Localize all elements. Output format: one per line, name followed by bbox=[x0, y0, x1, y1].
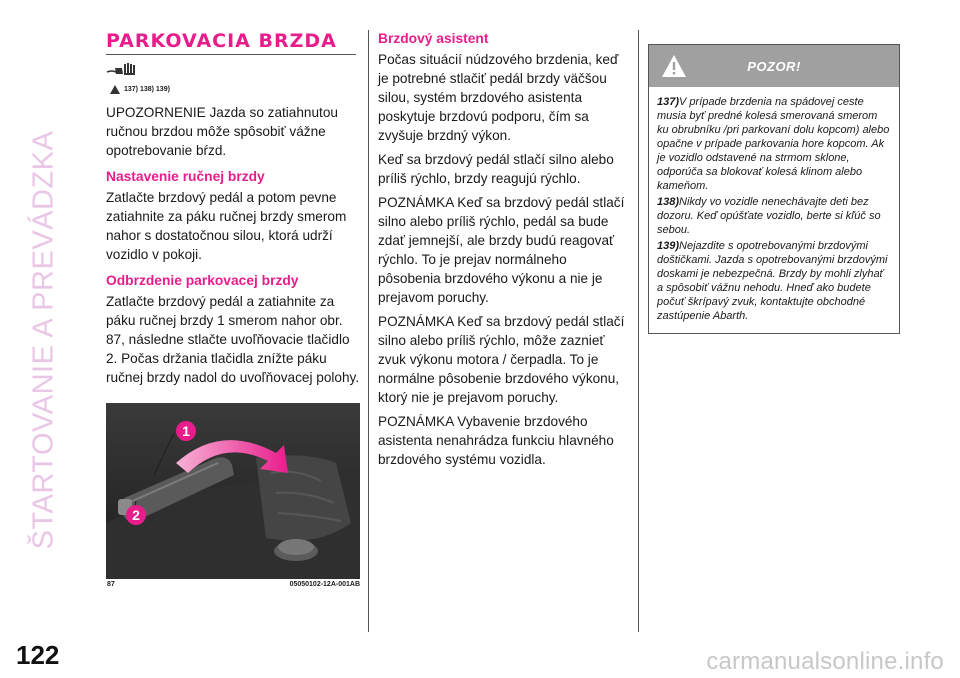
warning-item-text: Nikdy vo vozidle nenechávajte deti bez dozoru. Keď opúšťate vozidlo, berte si kľúč so sebou. bbox=[657, 196, 881, 236]
release-brake-paragraph: Zatlačte brzdový pedál a zatiahnite za páku ručnej brzdy 1 smerom nahor obr. 87, následne stlačte uvoľňovacie tlačidlo 2. Počas držania tlačidla znížte páku ručnej brzdy nadol do uvoľňovacej polohy. bbox=[106, 294, 360, 385]
subheading-release-brake: Odbrzdenie parkovacej brzdy bbox=[106, 273, 299, 288]
warning-triangle-icon bbox=[661, 54, 687, 78]
hand-symbol-row bbox=[106, 60, 360, 80]
warning-body bbox=[649, 87, 899, 333]
section-title: PARKOVACIA BRZDA bbox=[106, 30, 356, 55]
subheading-set-brake: Nastavenie ručnej brzdy bbox=[106, 169, 265, 184]
warning-item-text: Nejazdite s opotrebovanými brzdovými doštičkami. Jazda s opotrebovanými brzdovými doskami je nebezpečná. Brzdy by mohli zlyhať a spôsobiť vážnu nehodu. Hneď ako budete počuť škrípavý zvuk, kontaktujte obchodné zastúpenie Abarth. bbox=[657, 240, 888, 322]
column-divider-2 bbox=[638, 30, 639, 632]
brake-assist-paragraph-2: Keď sa brzdový pedál stlačí silno alebo príliš rýchlo, brzdy reagujú rýchlo. bbox=[378, 152, 614, 186]
warning-header bbox=[649, 45, 899, 87]
figure-code: 05050102-12A-001AB bbox=[289, 581, 360, 588]
side-chapter-title: ŠTARTOVANIE A PREVÁDZKA bbox=[27, 130, 60, 550]
handbrake-figure bbox=[106, 403, 360, 579]
left-body bbox=[106, 103, 360, 387]
figure-label-1: 1 bbox=[182, 423, 190, 439]
column-left bbox=[106, 30, 360, 387]
warning-item-137 bbox=[657, 95, 891, 193]
warning-triangle-icon bbox=[110, 85, 120, 94]
warning-item-number: 139) bbox=[657, 240, 680, 252]
warning-box bbox=[648, 44, 900, 334]
warning-item-number: 137) bbox=[657, 96, 680, 108]
warning-item-139 bbox=[657, 239, 891, 323]
warning-title: POZOR! bbox=[747, 58, 801, 74]
column-right bbox=[648, 44, 900, 334]
brake-assist-note-3: POZNÁMKA Vybavenie brzdového asistenta nenahrádza funkciu hlavného brzdového systému vozidla. bbox=[378, 414, 614, 467]
warning-item-text: V prípade brzdenia na spádovej ceste musia byť predné kolesá smerovaná smerom ku obrubníku /pri parkovaní dolu kopcom) alebo opačne v prípade parkovania hore kopcom. Ak je vozidlo odstavené na strmom sklone, odporúča sa blokovať kolesá klinom alebo kameňom. bbox=[657, 96, 890, 192]
warning-item-138 bbox=[657, 195, 891, 237]
column-divider-1 bbox=[368, 30, 369, 632]
set-brake-paragraph: Zatlačte brzdový pedál a potom pevne zatiahnite za páku ručnej brzdy smerom nahor s dostatočnou silou, ktorá udrží vozidlo v pokoji. bbox=[106, 190, 347, 262]
column-middle bbox=[378, 30, 628, 469]
watermark: carmanualsonline.info bbox=[706, 648, 944, 675]
hand-brake-symbol-icon bbox=[106, 60, 140, 78]
warning-references-text: 137) 138) 139) bbox=[124, 86, 170, 93]
warning-item-number: 138) bbox=[657, 196, 680, 208]
handbrake-illustration bbox=[106, 403, 360, 579]
warning-references bbox=[124, 86, 360, 93]
brake-assist-note-2: POZNÁMKA Keď sa brzdový pedál stlačí silno alebo príliš rýchlo, môže zaznieť zvuk výkonu motora / čerpadla. To je normálne pôsobenie brzdového výkonu, ktorý nie je prejavom poruchy. bbox=[378, 314, 625, 405]
brake-assist-note-1: POZNÁMKA Keď sa brzdový pedál stlačí silno alebo príliš rýchlo, pedál sa bude zdať jemnejší, ale brzdy budú reagovať rýchlo. To je prejav normálneho pôsobenia brzdového výkonu a nie je prejavom poruchy. bbox=[378, 195, 625, 305]
brake-assist-paragraph-1: Počas situácií núdzového brzdenia, keď je potrebné stlačiť pedál brzdy väčšou silou, systém brzdového asistenta poskytuje brzdovú podporu, čím sa zvyšuje brzdný výkon. bbox=[378, 52, 619, 143]
figure-label-2: 2 bbox=[132, 507, 140, 523]
subheading-brake-assist: Brzdový asistent bbox=[378, 31, 489, 46]
figure-number: 87 bbox=[107, 581, 115, 588]
page-number: 122 bbox=[16, 640, 60, 670]
intro-paragraph: UPOZORNENIE Jazda so zatiahnutou ručnou brzdou môže spôsobiť vážne opotrebovanie bŕzd. bbox=[106, 105, 338, 158]
